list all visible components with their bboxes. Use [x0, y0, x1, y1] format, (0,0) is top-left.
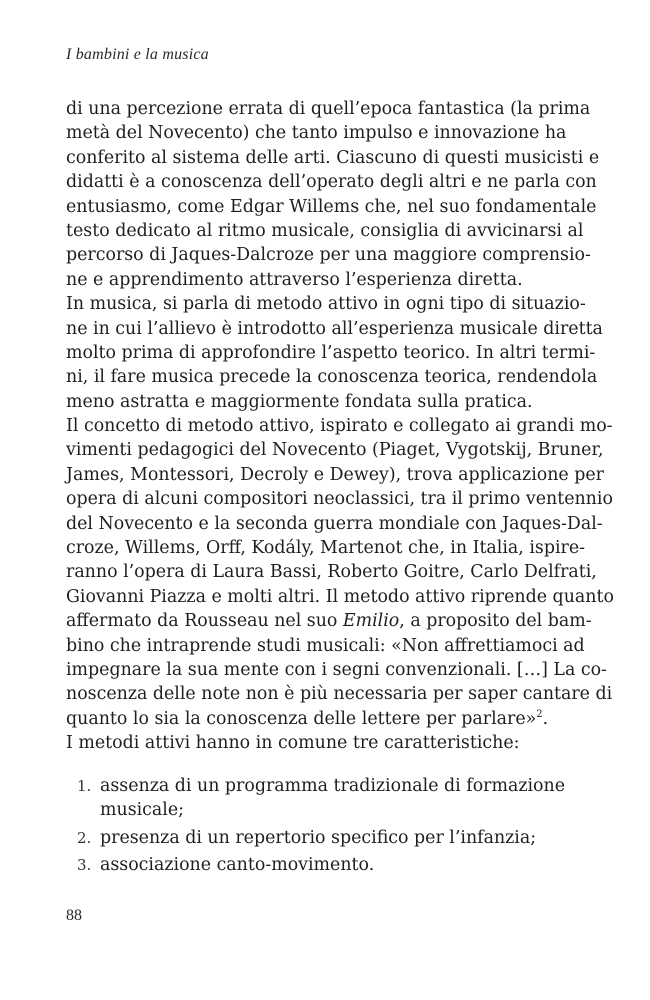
text-line: testo dedicato al ritmo musicale, consiglia di avvicinarsi al — [66, 220, 584, 241]
text-line: entusiasmo, come Edgar Willems che, nel suo fondamentale — [66, 196, 597, 217]
list-item-line: presenza di un repertorio specifico per l’infanzia; — [100, 827, 537, 848]
text-line: Giovanni Piazza e molti altri. Il metodo attivo riprende quanto — [66, 586, 614, 607]
text-line: metà del Novecento) che tanto impulso e innovazione ha — [66, 123, 567, 144]
book-title-emilio: Emilio — [342, 611, 400, 632]
text-span: quanto lo sia la conoscenza delle lettere per parlare» — [66, 708, 537, 729]
text-line: vimenti pedagogici del Novecento (Piaget, Vygotskij, Bruner, — [66, 440, 604, 461]
list-item — [66, 853, 558, 877]
text-line: James, Montessori, Decroly e Dewey), trova applicazione per — [66, 464, 604, 485]
list-item — [66, 774, 566, 823]
text-line: bino che intraprende studi musicali: «Non affrettiamoci ad — [66, 635, 585, 656]
footnote-ref[interactable]: 2 — [536, 708, 543, 720]
text-line: molto prima di approfondire l’aspetto teorico. In altri termi- — [66, 342, 596, 363]
text-line: noscenza delle note non è più necessaria per saper cantare di — [66, 684, 613, 705]
text-line: Il concetto di metodo attivo, ispirato e collegato ai grandi mo- — [66, 416, 613, 437]
list-number: 3. — [77, 856, 92, 875]
text-line: ni, il fare musica precede la conoscenza teorica, rendendola — [66, 367, 598, 388]
list-item-line: assenza di un programma tradizionale di formazione — [100, 776, 566, 796]
text-span: . — [542, 708, 549, 729]
text-line: ne e apprendimento attraverso l’esperienza diretta. — [66, 269, 523, 290]
text-line: impegnare la sua mente con i segni convenzionali. […] La co- — [66, 659, 607, 680]
text-line: conferito al sistema delle arti. Ciascuno di questi musicisti e — [66, 147, 600, 168]
text-line-footnote — [66, 707, 558, 731]
text-line: di una percezione errata di quell’epoca fantastica (la prima — [66, 99, 591, 119]
text-line: didatti è a conoscenza dell’operato degli altri e ne parla con — [66, 172, 597, 193]
text-line: meno astratta e maggiormente fondata sulla pratica. — [66, 391, 533, 412]
list-item-line: associazione canto-movimento. — [100, 855, 375, 876]
list-item-line: musicale; — [100, 800, 184, 821]
text-line-emilio — [66, 609, 592, 633]
page-number: 88 — [66, 907, 82, 924]
text-line: percorso di Jaques-Dalcroze per una maggiore comprensio- — [66, 245, 591, 266]
text-span: , a proposito del bam- — [399, 611, 592, 632]
text-line: croze, Willems, Orff, Kodály, Martenot che, in Italia, ispire- — [66, 538, 586, 559]
running-head: I bambini e la musica — [66, 46, 209, 63]
text-span: affermato da Rousseau nel suo — [66, 611, 343, 632]
list-item — [66, 826, 558, 850]
list-number: 2. — [77, 828, 92, 847]
text-line: ranno l’opera di Laura Bassi, Roberto Goitre, Carlo Delfrati, — [66, 562, 597, 583]
text-line: ne in cui l’allievo è introdotto all’esperienza musicale diretta — [66, 318, 603, 339]
list-intro: I metodi attivi hanno in comune tre caratteristiche: — [66, 733, 520, 754]
list-number: 1. — [77, 777, 92, 795]
body-text — [66, 97, 614, 756]
text-line: del Novecento e la seconda guerra mondiale con Jaques-Dal- — [66, 513, 603, 534]
characteristics-list — [66, 774, 566, 881]
text-line: opera di alcuni compositori neoclassici, tra il primo ventennio — [66, 489, 613, 510]
text-line: In musica, si parla di metodo attivo in ogni tipo di situazio- — [66, 294, 586, 315]
